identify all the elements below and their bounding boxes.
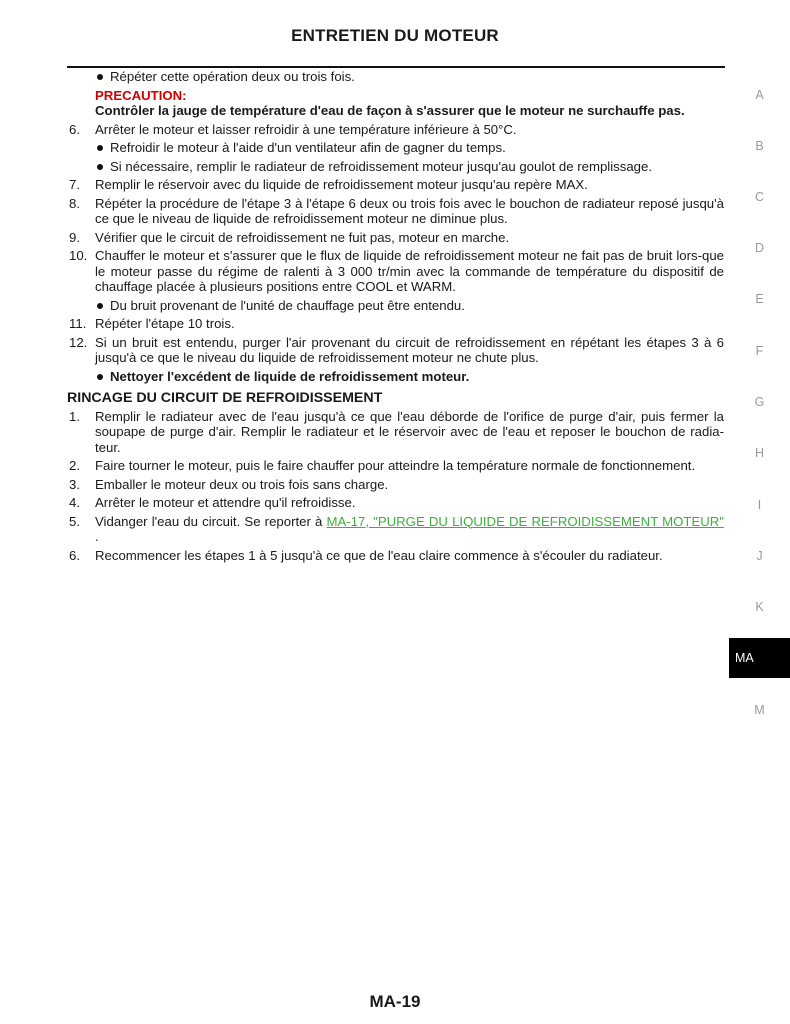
bullet-icon [97,145,103,151]
tab-j[interactable]: J [756,549,763,563]
precaution-text: Contrôler la jauge de température d'eau de façon à s'assurer que le moteur ne surchauffe pas. [95,103,685,118]
cross-reference-link[interactable]: MA-17, "PURGE DU LIQUIDE DE REFROIDISSEMENT MOTEUR" [326,513,724,529]
tab-h[interactable]: H [754,446,765,460]
tab-b[interactable]: B [755,139,764,153]
step-item: 11. Répéter l'étape 10 trois. [69,316,235,331]
bullet-icon [97,74,103,80]
bullet-item: Nettoyer l'excédent de liquide de refroidissement moteur. [95,369,724,385]
step-item: 6. Arrêter le moteur et laisser refroidir à une température inférieure à 50°C. [69,121,517,137]
section-heading: RINCAGE DU CIRCUIT DE REFROIDISSEMENT [67,390,383,406]
tab-i[interactable]: I [757,498,762,512]
document-body [67,69,724,566]
step-item: 10. Chauffer le moteur et s'assurer que le flux de liquide de refroidissement moteur ne fait pas de bruit lors-que le moteur passe du régime de ralenti à 3 000 tr/min avec la commande de température du dispositif de chauffage placée à plusieurs positions entre COOL et WARM. [69,248,724,294]
precaution-label: PRECAUTION: [95,87,187,103]
bullet-icon [97,164,103,170]
tab-e[interactable]: E [755,292,764,306]
step-item: 4. Arrêter le moteur et attendre qu'il refroidisse. [69,495,356,510]
step-item: 6. Recommencer les étapes 1 à 5 jusqu'à ce que de l'eau claire commence à s'écouler du radiateur. [69,547,663,563]
bullet-icon [97,303,103,309]
bullet-item: Répéter cette opération deux ou trois fois. [95,69,724,85]
step-item: 1. Remplir le radiateur avec de l'eau jusqu'à ce que l'eau déborde de l'orifice de purge d'air, puis fermer la soupape de purge d'air. Remplir le radiateur et le réservoir avec de l'eau et reposer le bouchon de radia-teur. [69,408,724,455]
bullet-icon [97,374,103,380]
tab-m[interactable]: M [754,703,765,717]
tab-ma-active[interactable]: MA [729,638,790,678]
tab-k[interactable]: K [755,600,764,614]
step-item: 5. Vidanger l'eau du circuit. Se reporter à MA-17, "PURGE DU LIQUIDE DE REFROIDISSEMENT MOTEUR" . [69,513,724,544]
header-divider [67,66,725,68]
step-item: 3. Emballer le moteur deux ou trois fois sans charge. [69,476,389,492]
step-item: 9. Vérifier que le circuit de refroidissement ne fuit pas, moteur en marche. [69,229,510,245]
bullet-item: Refroidir le moteur à l'aide d'un ventilateur afin de gagner du temps. [95,140,724,156]
bullet-item: Si nécessaire, remplir le radiateur de refroidissement moteur jusqu'au goulot de remplissage. [95,159,724,175]
step-item: 7. Remplir le réservoir avec du liquide de refroidissement moteur jusqu'au repère MAX. [69,177,588,192]
step-item: 8. Répéter la procédure de l'étape 3 à l'étape 6 deux ou trois fois avec le bouchon de radiateur reposé jusqu'à ce que le niveau de liquide de refroidissement moteur ne diminue plus. [69,195,724,226]
tab-a[interactable]: A [755,88,764,102]
bullet-item: Du bruit provenant de l'unité de chauffage peut être entendu. [95,298,724,314]
tab-c[interactable]: C [754,190,765,204]
page-number: MA-19 [369,992,421,1011]
tab-f[interactable]: F [755,344,764,358]
tab-d[interactable]: D [754,241,765,255]
step-item: 2. Faire tourner le moteur, puis le faire chauffer pour atteindre la température normale de fonctionnement. [69,458,696,473]
page-title: ENTRETIEN DU MOTEUR [291,26,499,45]
tab-g[interactable]: G [754,395,765,409]
step-item: 12. Si un bruit est entendu, purger l'air provenant du circuit de refroidissement en répétant les étapes 3 à 6 jusqu'à ce que le niveau du liquide de refroidissement moteur ne chute plus. [69,334,724,365]
